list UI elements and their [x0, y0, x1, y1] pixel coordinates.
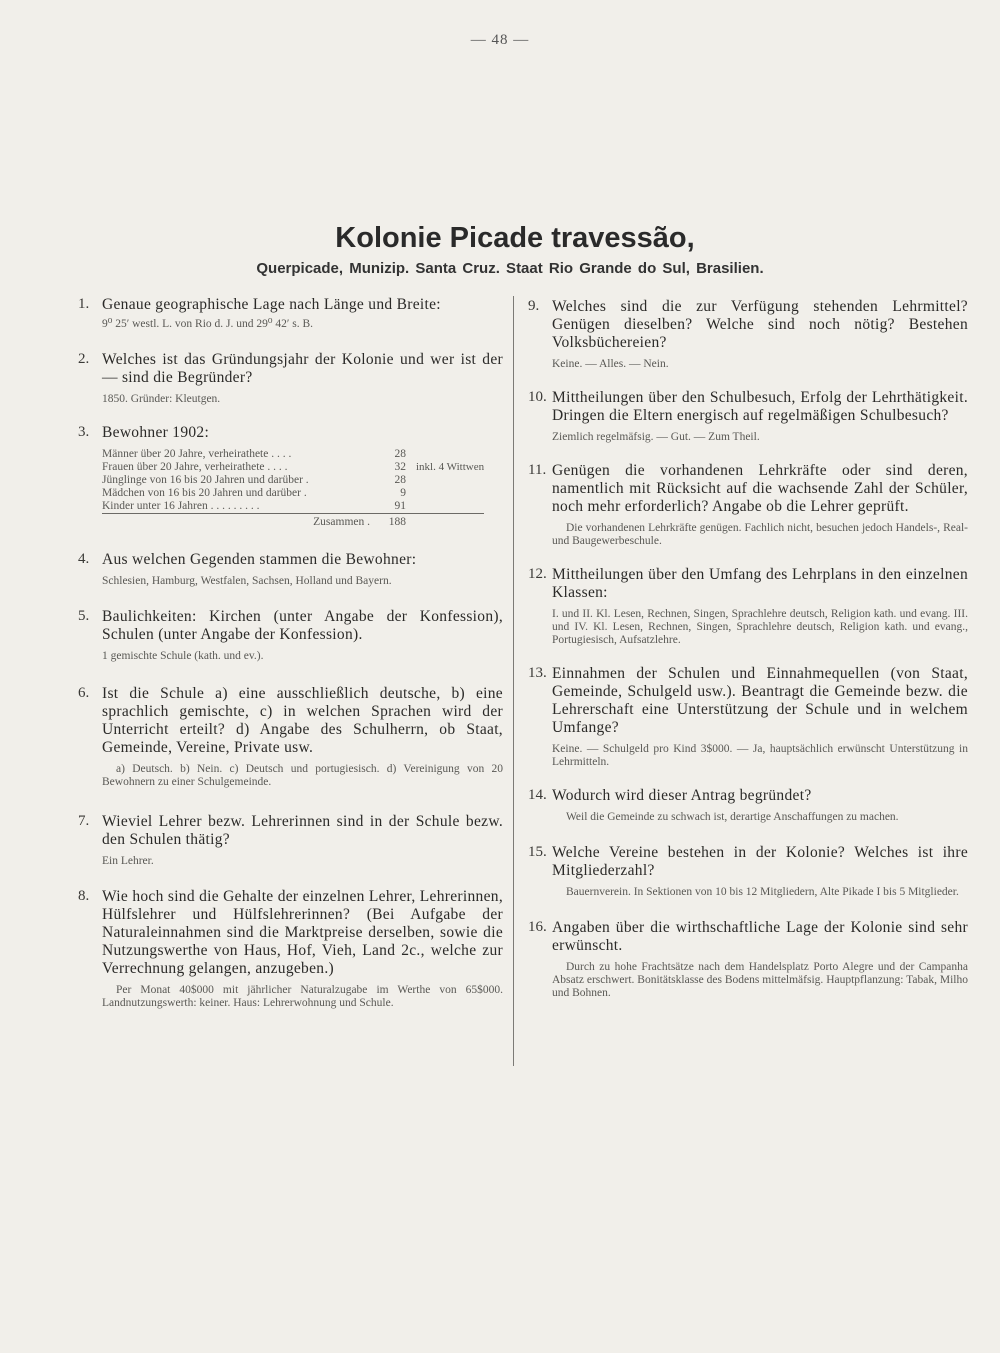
total-label: Zusammen . [102, 514, 376, 530]
question-text: Baulichkeiten: Kirchen (unter Angabe der Konfession), Schulen (unter Angabe der Konfession). [102, 608, 503, 643]
page-subtitle: Querpicade, Munizip. Santa Cruz. Staat Rio Grande do Sul, Brasilien. [256, 260, 764, 277]
question-text: Genaue geographische Lage nach Länge und Breite: [102, 296, 441, 313]
row-value: 28 [394, 448, 406, 460]
answer-text: Per Monat 40$000 mit jährlicher Naturalzugabe im Werthe von 65$000. Landnutzungswerth: keiner. Haus: Lehrerwohnung und Schule. [102, 984, 503, 1009]
question-text: Genügen die vorhandenen Lehrkräfte oder sind deren, namentlich mit Rücksicht auf die wachsende Zahl der Schüler, noch mehr erforderlich? Angabe ob die Lehrer geprüft. [552, 462, 968, 515]
table-row [102, 487, 484, 500]
row-note [410, 487, 484, 500]
question-number: 2. [78, 351, 90, 367]
answer-text: Keine. — Schulgeld pro Kind 3$000. — Ja, hauptsächlich erwünscht Unterstützung in Lehrmitteln. [552, 743, 968, 768]
row-note: inkl. 4 Wittwen [416, 461, 485, 473]
answer-text: 1850. Gründer: Kleutgen. [102, 393, 221, 405]
question-number: 12. [528, 566, 547, 582]
question-number: 13. [528, 665, 547, 681]
question-10 [528, 389, 968, 444]
question-text: Angaben über die wirthschaftliche Lage der Kolonie sind sehr erwünscht. [552, 919, 968, 954]
answer-text: a) Deutsch. b) Nein. c) Deutsch und portugiesisch. d) Vereinigung von 20 Bewohnern zu einer Schulgemeinde. [102, 763, 503, 788]
question-text: Mittheilungen über den Umfang des Lehrplans in den einzelnen Klassen: [552, 566, 968, 601]
question-number: 10. [528, 389, 547, 405]
question-text: Wieviel Lehrer bezw. Lehrerinnen sind in der Schule bezw. den Schulen thätig? [102, 813, 503, 848]
question-number: 6. [78, 685, 90, 701]
row-label: Mädchen von 16 bis 20 Jahren und darüber . [102, 487, 307, 499]
question-4 [78, 551, 503, 588]
residents-table [102, 448, 484, 529]
total-row [102, 514, 484, 530]
table-row [102, 448, 484, 461]
row-value: 91 [394, 500, 406, 512]
question-14 [528, 787, 968, 824]
question-text: Welche Vereine bestehen in der Kolonie? Welches ist ihre Mitgliederzahl? [552, 844, 968, 879]
question-number: 4. [78, 551, 90, 567]
answer-text: Die vorhandenen Lehrkräfte genügen. Fachlich nicht, besuchen jedoch Handels-, Real- und Baugewerbeschule. [552, 522, 968, 547]
page-title: Kolonie Picade travessão, [335, 222, 695, 254]
answer-text: 9⁰ 25′ westl. L. von Rio d. J. und 29⁰ 42′ s. B. [102, 318, 314, 330]
total-value: 188 [376, 514, 410, 530]
answer-text: Schlesien, Hamburg, Westfalen, Sachsen, Holland und Bayern. [102, 575, 392, 587]
row-label: Frauen über 20 Jahre, verheirathete . . . . [102, 461, 288, 473]
answer-text: Durch zu hohe Frachtsätze nach dem Handelsplatz Porto Alegre und der Campanha Absatz erschwert. Bonitätsklasse des Bodens mittelmäfsig. Hauptpflanzung: Tabak, Milho und Bohnen. [552, 961, 968, 999]
question-text: Aus welchen Gegenden stammen die Bewohner: [102, 551, 417, 568]
question-text: Wie hoch sind die Gehalte der einzelnen Lehrer, Lehrerinnen, Hülfslehrer und Hülfslehrerinnen? (Bei Aufgabe der Naturaleinnahmen sind die Marktpreise derselben, sowie die Nutzungswerthe von Haus, Hof, Vieh, Land 2c., welche zur Verrechnung gelangen, anzugeben.) [102, 888, 503, 977]
answer-text: 1 gemischte Schule (kath. und ev.). [102, 650, 264, 662]
question-number: 9. [528, 298, 540, 314]
row-label: Kinder unter 16 Jahren . . . . . . . . . [102, 500, 260, 512]
answer-text: Keine. — Alles. — Nein. [552, 358, 669, 370]
answer-text: I. und II. Kl. Lesen, Rechnen, Singen, Sprachlehre deutsch, Religion kath. und evang. III. und IV. Kl. Lesen, Rechnen, Singen, Sprachlehre deutsch, Religion kath. und evang., Portugiesisch, Aufsatzlehre. [552, 608, 968, 646]
question-7 [78, 813, 503, 868]
question-text: Mittheilungen über den Schulbesuch, Erfolg der Lehrthätigkeit. Dringen die Eltern energisch auf regelmäßigen Schulbesuch? [552, 389, 968, 424]
page-number: — 48 — [470, 32, 530, 48]
question-number: 3. [78, 424, 90, 440]
question-13 [528, 665, 968, 769]
row-note [410, 448, 484, 461]
question-1 [78, 296, 503, 331]
question-text: Wodurch wird dieser Antrag begründet? [552, 787, 812, 804]
question-16 [528, 919, 968, 1000]
column-divider [513, 296, 514, 1066]
answer-text: Weil die Gemeinde zu schwach ist, derartige Anschaffungen zu machen. [566, 811, 899, 823]
question-number: 8. [78, 888, 90, 904]
row-label: Männer über 20 Jahre, verheirathete . . . . [102, 448, 292, 460]
question-9 [528, 298, 968, 371]
question-3 [78, 424, 503, 529]
question-11 [528, 462, 968, 548]
question-2 [78, 351, 503, 406]
question-text: Welches sind die zur Verfügung stehenden Lehrmittel? Genügen dieselben? Welche sind noch nötig? Bestehen Volksbüchereien? [552, 298, 968, 351]
question-15 [528, 844, 968, 899]
question-number: 14. [528, 787, 547, 803]
row-value: 28 [394, 474, 406, 486]
table-row [102, 474, 484, 487]
row-note [410, 500, 484, 514]
row-value: 9 [400, 487, 406, 499]
answer-text: Bauernverein. In Sektionen von 10 bis 12 Mitgliedern, Alte Pikade I bis 5 Mitglieder. [566, 886, 959, 898]
row-note [410, 474, 484, 487]
left-column [78, 296, 503, 1010]
row-label: Jünglinge von 16 bis 20 Jahren und darüber . [102, 474, 309, 486]
question-6 [78, 685, 503, 789]
table-row [102, 500, 484, 514]
table-row [102, 461, 484, 474]
question-number: 15. [528, 844, 547, 860]
answer-text: Ziemlich regelmäfsig. — Gut. — Zum Theil. [552, 431, 760, 443]
question-number: 5. [78, 608, 90, 624]
answer-text: Ein Lehrer. [102, 855, 154, 867]
question-text: Einnahmen der Schulen und Einnahmequellen (von Staat, Gemeinde, Schulgeld usw.). Beantragt die Gemeinde bezw. die Lehrerschaft eine Unterstützung der Schule und in welchem Umfange? [552, 665, 968, 736]
question-12 [528, 566, 968, 647]
question-number: 11. [528, 462, 547, 478]
row-value: 32 [394, 461, 406, 473]
question-text: Welches ist das Gründungsjahr der Kolonie und wer ist der — sind die Begründer? [102, 351, 503, 386]
question-number: 16. [528, 919, 547, 935]
question-text: Ist die Schule a) eine ausschließlich deutsche, b) eine sprachlich gemischte, c) in welchen Sprachen wird der Unterricht erteilt? d) Angabe des Schulherrn, ob Staat, Gemeinde, Vereine, Private usw. [102, 685, 503, 756]
question-8 [78, 888, 503, 1010]
question-number: 1. [78, 296, 90, 312]
question-text: Bewohner 1902: [102, 424, 210, 441]
question-5 [78, 608, 503, 663]
question-number: 7. [78, 813, 90, 829]
right-column [528, 298, 968, 1000]
